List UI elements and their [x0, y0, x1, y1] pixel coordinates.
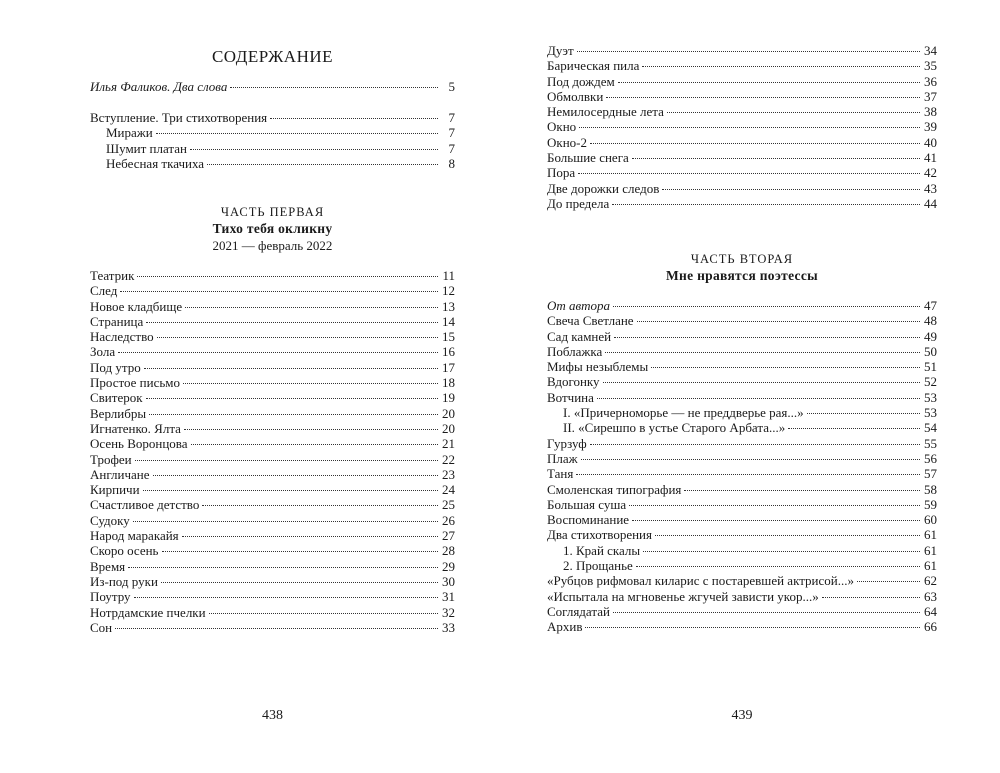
entry-title: Театрик [90, 268, 135, 283]
entry-title: Из-под руки [90, 573, 158, 589]
toc-entry [90, 360, 455, 375]
dot-leader [618, 82, 920, 83]
entry-page: 66 [924, 619, 937, 635]
entry-page: 61 [924, 558, 937, 574]
entry-title: Немилосердные лета [547, 104, 664, 120]
toc-entry [547, 58, 937, 73]
dot-leader [118, 352, 438, 353]
entry-page: 19 [442, 390, 455, 406]
entry-page: 44 [924, 195, 937, 211]
toc-entry [90, 497, 455, 512]
dot-leader [632, 158, 920, 159]
entry-page: 24 [442, 482, 455, 498]
entry-title: Две дорожки следов [547, 180, 660, 196]
dot-leader [133, 521, 438, 522]
toc-entry [90, 125, 455, 140]
entry-page: 56 [924, 450, 937, 466]
entry-page: 53 [924, 389, 937, 405]
toc-entry [90, 574, 455, 589]
intro-list [90, 79, 455, 94]
dot-leader [579, 127, 920, 128]
entry-page: 33 [442, 619, 455, 635]
page-number-right: 439 [731, 708, 753, 723]
toc-entry [90, 589, 455, 604]
entry-page: 54 [924, 420, 937, 436]
entry-title: Воспоминание [547, 512, 630, 528]
entry-page: 27 [442, 528, 455, 544]
toc-entry [547, 573, 937, 588]
dot-leader [590, 143, 920, 144]
entry-title: Небесная ткачиха [106, 155, 205, 171]
toc-entry [90, 141, 455, 156]
part-one-dates: 2021 — февраль 2022 [212, 238, 333, 253]
entry-title: До предела [547, 195, 610, 211]
toc-entry [547, 135, 937, 150]
part-one-list [90, 268, 455, 635]
entry-page: 61 [924, 527, 937, 543]
toc-entry [547, 451, 937, 466]
entry-page: 34 [924, 43, 937, 58]
dot-leader [191, 444, 438, 445]
dot-leader [144, 368, 438, 369]
entry-page: 13 [442, 298, 455, 314]
entry-page: 53 [924, 405, 937, 421]
entry-page: 52 [924, 374, 937, 390]
toc-title: СОДЕРЖАНИЕ [211, 47, 334, 66]
entry-title: Большие снега [547, 150, 629, 166]
entry-page: 40 [924, 134, 937, 150]
entry-page: 7 [448, 125, 455, 141]
toc-entry [547, 589, 937, 604]
entry-page: 8 [448, 155, 455, 171]
toc-entry [547, 466, 937, 481]
entry-title: Вдогонку [547, 374, 600, 390]
entry-title: Наследство [90, 329, 154, 345]
dot-leader [190, 149, 438, 150]
dot-leader [137, 276, 438, 277]
entry-title: Миражи [106, 125, 153, 141]
entry-page: 28 [442, 543, 455, 559]
entry-title: Илья Фаликов. Два слова [90, 79, 228, 94]
entry-page: 22 [442, 451, 455, 467]
entry-title: След [90, 283, 118, 299]
right-page [547, 0, 937, 773]
left-page [90, 0, 455, 773]
dot-leader [662, 189, 920, 190]
toc-entry [90, 421, 455, 436]
toc-entry [90, 406, 455, 421]
dot-leader [788, 428, 920, 429]
dot-leader [115, 628, 438, 629]
toc-entry [90, 436, 455, 451]
toc-entry [547, 374, 937, 389]
toc-entry [90, 452, 455, 467]
entry-page: 57 [924, 466, 937, 482]
entry-title: Осень Воронцова [90, 436, 188, 452]
entry-title: Архив [547, 619, 583, 635]
entry-title: Страница [90, 313, 144, 329]
dot-leader [183, 383, 438, 384]
toc-entry [90, 390, 455, 405]
entry-page: 61 [924, 542, 937, 558]
dot-leader [585, 627, 920, 628]
entry-page: 7 [448, 110, 455, 125]
toc-entry [90, 283, 455, 298]
dot-leader [578, 173, 920, 174]
toc-entry [90, 314, 455, 329]
entry-page: 51 [924, 359, 937, 375]
entry-title: Свитерок [90, 390, 143, 406]
entry-page: 37 [924, 88, 937, 104]
toc-entry [547, 181, 937, 196]
part-two-list [547, 298, 937, 635]
dot-leader [576, 474, 920, 475]
dot-leader [822, 597, 920, 598]
entry-page: 55 [924, 435, 937, 451]
entry-title: Судоку [90, 512, 130, 528]
entry-page: 41 [924, 150, 937, 166]
dot-leader [643, 551, 920, 552]
toc-entry [90, 620, 455, 635]
entry-title: Шумит платан [106, 140, 188, 156]
toc-entry [547, 89, 937, 104]
entry-title: Новое кладбище [90, 298, 183, 314]
toc-entry [547, 497, 937, 512]
entry-title: Англичане [90, 466, 150, 482]
toc-entry [547, 119, 937, 134]
toc-entry [90, 543, 455, 558]
dot-leader [632, 520, 920, 521]
entry-title: I. «Причерноморье — не преддверье рая...» [563, 405, 804, 421]
dot-leader [612, 204, 920, 205]
toc-entry [547, 165, 937, 180]
part-one-continued-list [547, 43, 937, 211]
dot-leader [613, 612, 920, 613]
dot-leader [230, 87, 438, 88]
toc-entry [547, 543, 937, 558]
entry-page: 11 [442, 268, 455, 283]
toc-entry [547, 405, 937, 420]
dot-leader [684, 490, 920, 491]
toc-entry [90, 344, 455, 359]
toc-entry [90, 79, 455, 94]
entry-title: II. «Сирешпо в устье Старого Арбата...» [563, 420, 786, 436]
entry-title: Трофеи [90, 451, 132, 467]
entry-title: Простое письмо [90, 375, 181, 391]
entry-title: Большая суша [547, 496, 627, 512]
entry-page: 5 [448, 79, 455, 94]
entry-title: Пора [547, 165, 576, 181]
toc-entry [547, 43, 937, 58]
toc-entry [547, 558, 937, 573]
toc-entry [547, 313, 937, 328]
entry-page: 58 [924, 481, 937, 497]
toc-entry [90, 329, 455, 344]
dot-leader [614, 337, 920, 338]
dot-leader [157, 337, 438, 338]
page-number-left: 438 [262, 708, 283, 723]
entry-title: Плаж [547, 450, 578, 466]
toc-entry [547, 359, 937, 374]
toc-entry [547, 619, 937, 634]
dot-leader [857, 581, 920, 582]
toc-entry [547, 150, 937, 165]
dot-leader [161, 582, 438, 583]
entry-page: 49 [924, 328, 937, 344]
dot-leader [149, 414, 438, 415]
entry-page: 23 [442, 466, 455, 482]
toc-entry [90, 299, 455, 314]
entry-title: Мифы незыблемы [547, 359, 649, 375]
entry-title: От автора [547, 298, 611, 313]
dot-leader [153, 475, 439, 476]
toc-entry [90, 467, 455, 482]
entry-title: 2. Прощанье [563, 558, 633, 574]
entry-page: 62 [924, 573, 937, 589]
dot-leader [143, 490, 438, 491]
toc-entry [90, 375, 455, 390]
entry-page: 17 [442, 359, 455, 375]
dot-leader [642, 66, 920, 67]
toc-entry [547, 604, 937, 619]
dot-leader [637, 321, 920, 322]
entry-page: 21 [442, 436, 455, 452]
toc-entry [90, 528, 455, 543]
toc-entry [90, 605, 455, 620]
part-two-title: Мне нравятся поэтессы [666, 268, 818, 283]
entry-page: 20 [442, 420, 455, 436]
entry-page: 20 [442, 405, 455, 421]
dot-leader [629, 505, 920, 506]
entry-page: 31 [442, 589, 455, 605]
dot-leader [577, 51, 920, 52]
toc-entry [547, 298, 937, 313]
entry-page: 63 [924, 588, 937, 604]
entry-title: Барическая пила [547, 58, 640, 74]
dot-leader [651, 367, 920, 368]
entry-title: Верлибры [90, 405, 147, 421]
entry-page: 16 [442, 344, 455, 360]
entry-page: 7 [448, 140, 455, 156]
dot-leader [202, 505, 438, 506]
toc-entry [90, 559, 455, 574]
dot-leader [184, 429, 438, 430]
entry-page: 43 [924, 180, 937, 196]
entry-page: 39 [924, 119, 937, 135]
entry-page: 29 [442, 558, 455, 574]
dot-leader [597, 398, 920, 399]
entry-page: 50 [924, 343, 937, 359]
dot-leader [581, 459, 920, 460]
toc-entry [547, 344, 937, 359]
introduction-list [90, 110, 455, 171]
toc-entry [90, 156, 455, 171]
dot-leader [120, 291, 438, 292]
entry-page: 47 [924, 298, 937, 313]
toc-entry [547, 436, 937, 451]
toc-entry [547, 390, 937, 405]
dot-leader [606, 97, 920, 98]
entry-page: 36 [924, 73, 937, 89]
entry-title: Поутру [90, 589, 131, 605]
entry-title: Вступление. Три стихотворения [90, 110, 268, 125]
toc-entry [547, 482, 937, 497]
entry-title: Нотрдамские пчелки [90, 604, 206, 620]
entry-page: 59 [924, 496, 937, 512]
dot-leader [185, 307, 438, 308]
entry-title: Игнатенко. Ялта [90, 420, 181, 436]
entry-page: 60 [924, 512, 937, 528]
entry-title: Окно-2 [547, 134, 587, 150]
dot-leader [209, 613, 438, 614]
entry-title: Зола [90, 344, 116, 360]
dot-leader [207, 164, 438, 165]
entry-title: Скоро осень [90, 543, 159, 559]
entry-page: 15 [442, 329, 455, 345]
entry-title: Под дождем [547, 73, 615, 89]
dot-leader [605, 352, 920, 353]
dot-leader [807, 413, 920, 414]
dot-leader [270, 118, 438, 119]
entry-page: 26 [442, 512, 455, 528]
dot-leader [135, 460, 438, 461]
dot-leader [134, 597, 438, 598]
toc-entry [547, 104, 937, 119]
entry-title: Счастливое детство [90, 497, 200, 513]
toc-entry [547, 512, 937, 527]
part-two-label: ЧАСТЬ ВТОРАЯ [690, 252, 794, 266]
entry-title: Сон [90, 619, 113, 635]
entry-title: Время [90, 558, 126, 574]
entry-title: Поблажка [547, 343, 603, 359]
entry-title: Окно [547, 119, 577, 135]
dot-leader [182, 536, 438, 537]
entry-title: Вотчина [547, 389, 594, 405]
toc-entry [90, 482, 455, 497]
entry-page: 42 [924, 165, 937, 181]
entry-title: Сад камней [547, 328, 612, 344]
part-one-label: ЧАСТЬ ПЕРВАЯ [220, 205, 325, 219]
dot-leader [590, 444, 920, 445]
entry-page: 48 [924, 313, 937, 329]
dot-leader [146, 398, 438, 399]
dot-leader [128, 567, 438, 568]
entry-title: «Испытала на мгновенье жгучей зависти укор...» [547, 588, 819, 604]
dot-leader [613, 306, 920, 307]
entry-page: 35 [924, 58, 937, 74]
toc-entry [547, 420, 937, 435]
toc-entry [547, 74, 937, 89]
toc-entry [90, 110, 455, 125]
toc-entry [547, 527, 937, 542]
entry-page: 30 [442, 573, 455, 589]
entry-title: Таня [547, 466, 574, 482]
entry-title: Соглядатай [547, 603, 610, 619]
entry-page: 38 [924, 104, 937, 120]
entry-title: 1. Край скалы [563, 542, 641, 558]
entry-title: Гурзуф [547, 435, 587, 451]
entry-title: Смоленская типография [547, 481, 682, 497]
entry-page: 18 [442, 375, 455, 391]
entry-page: 64 [924, 603, 937, 619]
entry-title: Под утро [90, 359, 141, 375]
toc-entry [90, 513, 455, 528]
entry-title: «Рубцов рифмовал киларис с постаревшей актрисой...» [547, 573, 854, 589]
entry-title: Кирпичи [90, 482, 140, 498]
toc-entry [90, 268, 455, 283]
entry-title: Свеча Светлане [547, 313, 634, 329]
dot-leader [655, 535, 920, 536]
dot-leader [636, 566, 920, 567]
entry-title: Два стихотворения [547, 527, 652, 543]
dot-leader [156, 133, 438, 134]
toc-entry [547, 329, 937, 344]
dot-leader [603, 382, 920, 383]
entry-title: Дуэт [547, 43, 574, 58]
entry-title: Обмолвки [547, 88, 604, 104]
entry-page: 12 [442, 283, 455, 299]
dot-leader [667, 112, 920, 113]
toc-entry [547, 196, 937, 211]
dot-leader [162, 551, 439, 552]
entry-page: 14 [442, 313, 455, 329]
entry-title: Народ маракайя [90, 528, 179, 544]
entry-page: 25 [442, 497, 455, 513]
part-one-title: Тихо тебя окликну [212, 221, 333, 236]
dot-leader [146, 322, 438, 323]
entry-page: 32 [442, 604, 455, 620]
